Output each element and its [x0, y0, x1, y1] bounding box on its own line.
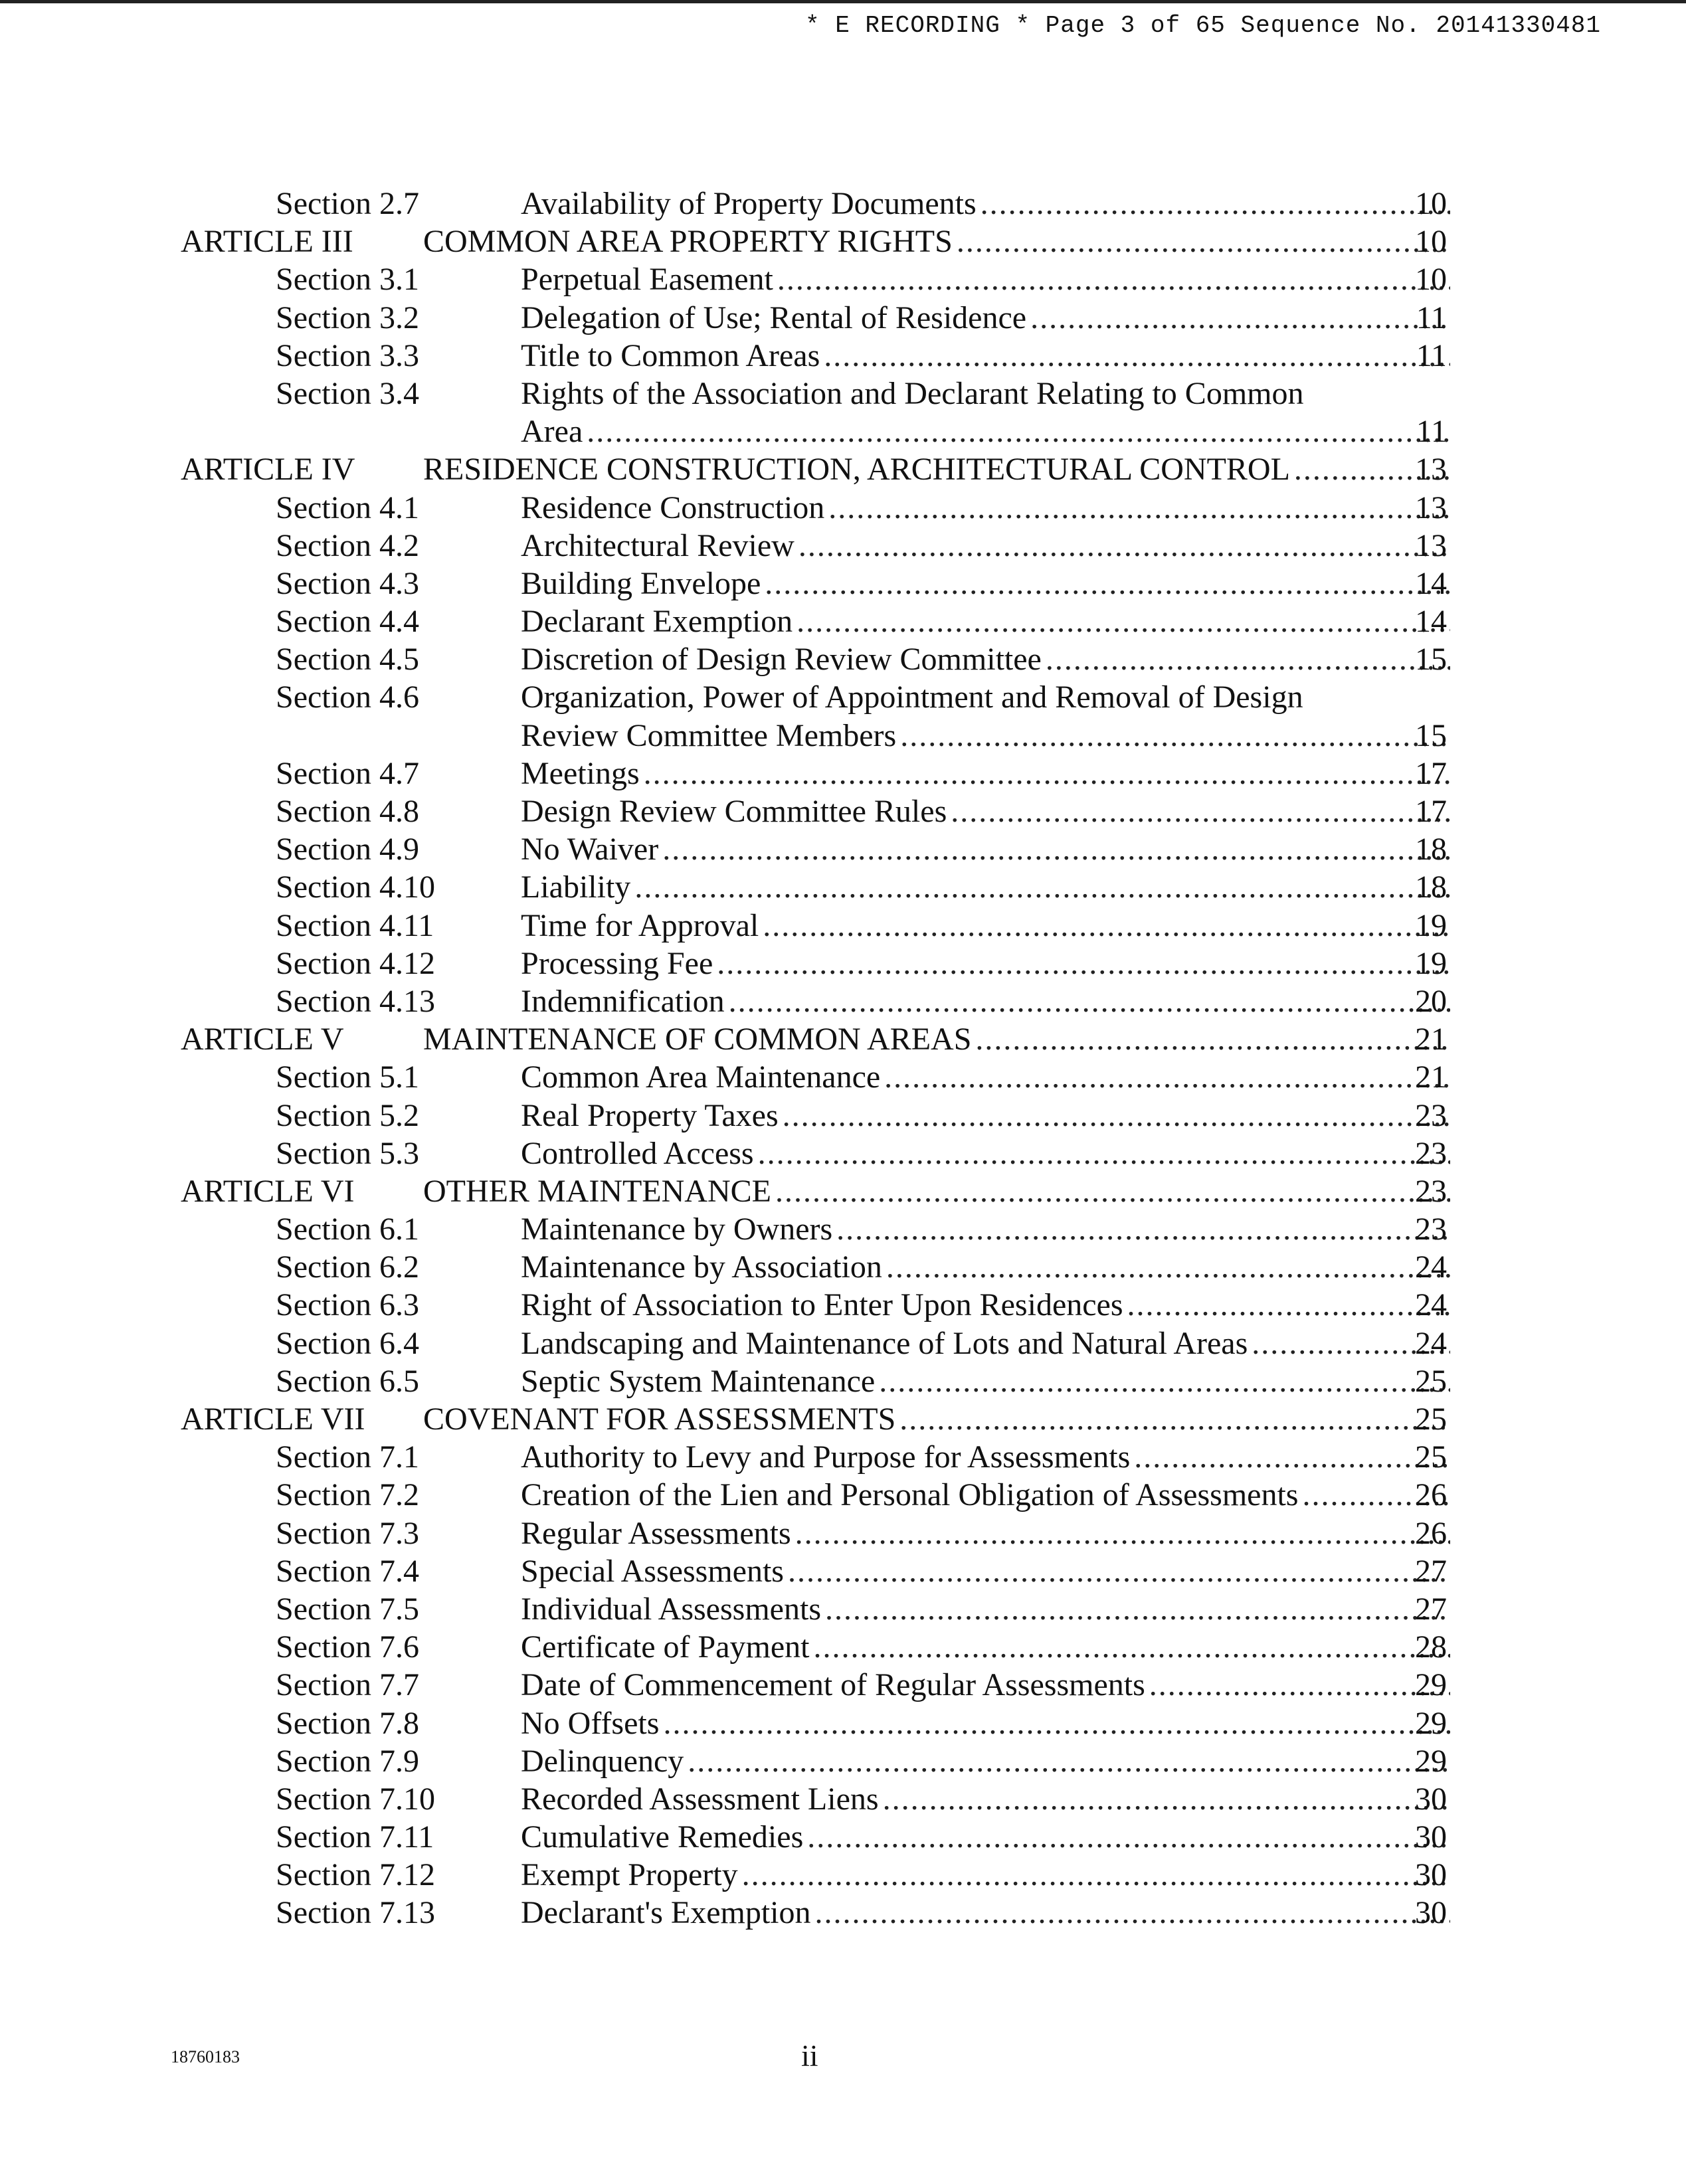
toc-section-row — [0, 565, 1686, 602]
toc-entry-title-block — [521, 907, 1450, 945]
toc-entry-title: Real Property Taxes — [521, 1097, 783, 1135]
toc-entry-title-block — [521, 1097, 1450, 1135]
toc-section-row — [0, 1628, 1686, 1666]
dot-leader — [796, 602, 1450, 640]
toc-entry-title-block — [521, 1590, 1450, 1628]
toc-section-row — [0, 1097, 1686, 1135]
toc-entry-title: Meetings — [521, 755, 644, 792]
toc-entry-page-number: 23 — [1415, 1173, 1447, 1209]
toc-entry-label: Section 3.1 — [276, 262, 419, 298]
dot-leader — [729, 982, 1450, 1020]
toc-section-row — [0, 1704, 1686, 1742]
dot-leader — [814, 1628, 1450, 1666]
toc-entry-title: Common Area Maintenance — [521, 1058, 884, 1096]
toc-section-row — [0, 1135, 1686, 1172]
toc-entry-page-number: 30 — [1415, 1781, 1447, 1817]
toc-entry-title-block — [521, 489, 1450, 527]
toc-entry-title: Authority to Levy and Purpose for Assessments — [521, 1438, 1134, 1476]
toc-entry-title-block — [423, 1020, 1450, 1058]
toc-entry-title: COMMON AREA PROPERTY RIGHTS — [423, 223, 957, 260]
toc-entry-page-number: 15 — [1415, 642, 1447, 678]
toc-section-row — [0, 1552, 1686, 1590]
toc-entry-title-block — [521, 565, 1450, 602]
toc-entry-title: No Waiver — [521, 830, 662, 868]
toc-entry-label: Section 6.4 — [276, 1325, 419, 1361]
dot-leader — [662, 830, 1450, 868]
toc-section-row — [0, 1210, 1686, 1248]
toc-entry-title-block — [521, 1704, 1450, 1742]
toc-section-row — [0, 1286, 1686, 1324]
dot-leader — [828, 489, 1450, 527]
toc-entry-page-number: 14 — [1415, 604, 1447, 640]
toc-entry-page-number: 11 — [1416, 337, 1447, 373]
toc-entry-title-block — [521, 1552, 1450, 1590]
toc-entry-page-number: 25 — [1415, 1402, 1447, 1437]
toc-entry-title-continued: Review Committee Members — [521, 717, 900, 755]
toc-entry-title: Regular Assessments — [521, 1514, 795, 1552]
toc-entry-page-number: 24 — [1415, 1249, 1447, 1285]
footer-page-number: ii — [801, 2039, 818, 2072]
toc-entry-label: Section 4.7 — [276, 755, 419, 791]
toc-entry-title-block — [521, 1248, 1450, 1286]
toc-entry-title: RESIDENCE CONSTRUCTION, ARCHITECTURAL CONTROL — [423, 450, 1294, 488]
toc-entry-title: Special Assessments — [521, 1552, 788, 1590]
toc-entry-page-number: 17 — [1415, 794, 1447, 830]
toc-entry-title-block — [521, 1856, 1450, 1894]
toc-entry-title: Title to Common Areas — [521, 337, 824, 375]
toc-entry-label: Section 5.1 — [276, 1059, 419, 1095]
toc-entry-title-block — [521, 1780, 1450, 1818]
toc-section-row — [0, 1590, 1686, 1628]
toc-entry-page-number: 24 — [1415, 1325, 1447, 1361]
toc-entry-page-number: 29 — [1415, 1667, 1447, 1703]
toc-section-row — [0, 1058, 1686, 1096]
toc-entry-page-number: 27 — [1415, 1553, 1447, 1589]
toc-entry-title: Building Envelope — [521, 565, 765, 602]
toc-entry-page-number: 30 — [1415, 1895, 1447, 1931]
toc-entry-page-number: 20 — [1415, 983, 1447, 1019]
dot-leader — [644, 755, 1450, 792]
toc-section-row — [0, 1514, 1686, 1552]
toc-article-row — [0, 1400, 1686, 1438]
toc-entry-label: Section 4.8 — [276, 794, 419, 830]
toc-entry-title: Declarant's Exemption — [521, 1894, 815, 1932]
toc-section-row — [0, 1248, 1686, 1286]
toc-entry-title-block — [521, 1135, 1450, 1172]
toc-section-row — [0, 868, 1686, 906]
toc-entry-title-block — [521, 982, 1450, 1020]
toc-entry-title-block — [521, 1324, 1450, 1362]
dot-leader — [1046, 640, 1450, 678]
toc-entry-title-block — [521, 1514, 1450, 1552]
toc-entry-page-number: 13 — [1415, 490, 1447, 525]
toc-entry-title: OTHER MAINTENANCE — [423, 1172, 775, 1210]
toc-entry-title: Controlled Access — [521, 1135, 758, 1172]
toc-entry-label: Section 7.8 — [276, 1705, 419, 1741]
toc-entry-title-block — [521, 640, 1450, 678]
toc-entry-label: Section 7.1 — [276, 1439, 419, 1475]
toc-entry-title-block — [521, 185, 1450, 223]
toc-entry-title: Recorded Assessment Liens — [521, 1780, 883, 1818]
toc-entry-title: MAINTENANCE OF COMMON AREAS — [423, 1020, 975, 1058]
toc-entry-title: Delegation of Use; Rental of Residence — [521, 299, 1030, 337]
toc-entry-title-block — [521, 1742, 1450, 1780]
toc-entry-title-block — [521, 755, 1450, 792]
toc-entry-title: Rights of the Association and Declarant Relating to Common — [521, 375, 1304, 411]
toc-entry-label: Section 5.3 — [276, 1135, 419, 1171]
toc-entry-title: Right of Association to Enter Upon Residences — [521, 1286, 1127, 1324]
toc-entry-label: Section 4.12 — [276, 945, 435, 981]
dot-leader — [587, 412, 1450, 450]
toc-entry-page-number: 10 — [1415, 262, 1447, 298]
dot-leader — [824, 337, 1450, 375]
toc-entry-title: Landscaping and Maintenance of Lots and Natural Areas — [521, 1324, 1252, 1362]
toc-entry-title: Maintenance by Owners — [521, 1210, 836, 1248]
toc-section-row — [0, 602, 1686, 640]
dot-leader — [783, 1097, 1450, 1135]
toc-entry-title-continued: Area — [521, 412, 587, 450]
dot-leader — [975, 1020, 1450, 1058]
dot-leader — [815, 1894, 1451, 1932]
toc-entry-label: Section 7.4 — [276, 1553, 419, 1589]
toc-entry-label: Section 2.7 — [276, 186, 419, 221]
toc-entry-page-number: 18 — [1415, 832, 1447, 867]
toc-entry-title: No Offsets — [521, 1704, 663, 1742]
toc-entry-title-block — [423, 223, 1450, 260]
toc-article-row — [0, 450, 1686, 488]
dot-leader — [836, 1210, 1450, 1248]
toc-entry-title: Perpetual Easement — [521, 260, 777, 298]
toc-section-row — [0, 1476, 1686, 1514]
toc-entry-page-number: 26 — [1415, 1515, 1447, 1551]
toc-entry-page-number: 23 — [1415, 1097, 1447, 1133]
toc-entry-title-block — [521, 1628, 1450, 1666]
toc-entry-title-block — [521, 337, 1450, 375]
toc-entry-title-block — [521, 602, 1450, 640]
toc-entry-label: Section 7.6 — [276, 1629, 419, 1665]
toc-entry-label: Section 7.10 — [276, 1781, 435, 1817]
toc-entry-page-number: 27 — [1415, 1591, 1447, 1627]
toc-entry-label: ARTICLE VII — [181, 1402, 365, 1437]
toc-entry-page-number: 11 — [1416, 300, 1447, 335]
toc-entry-page-number: 30 — [1415, 1819, 1447, 1855]
toc-section-row — [0, 489, 1686, 527]
dot-leader — [788, 1552, 1450, 1590]
toc-section-row — [0, 527, 1686, 565]
toc-section-row — [0, 678, 1686, 754]
toc-entry-title-block — [521, 945, 1450, 982]
dot-leader — [883, 1780, 1450, 1818]
toc-entry-page-number: 23 — [1415, 1135, 1447, 1171]
toc-entry-title-block — [521, 1058, 1450, 1096]
top-rule — [0, 0, 1686, 3]
toc-entry-title-block — [521, 1210, 1450, 1248]
toc-entry-title-block — [521, 375, 1450, 450]
dot-leader — [899, 1400, 1450, 1438]
toc-entry-page-number: 25 — [1415, 1363, 1447, 1399]
toc-entry-title-block — [521, 830, 1450, 868]
toc-entry-label: Section 4.9 — [276, 832, 419, 867]
toc-entry-label: Section 4.4 — [276, 604, 419, 640]
toc-section-row — [0, 830, 1686, 868]
toc-entry-page-number: 18 — [1415, 869, 1447, 905]
toc-entry-label: Section 6.2 — [276, 1249, 419, 1285]
toc-entry-title: Liability — [521, 868, 634, 906]
toc-entry-title-block — [521, 299, 1450, 337]
toc-entry-page-number: 21 — [1415, 1059, 1447, 1095]
toc-entry-label: Section 4.5 — [276, 642, 419, 678]
toc-entry-title: Exempt Property — [521, 1856, 742, 1894]
toc-entry-page-number: 13 — [1415, 452, 1447, 488]
toc-entry-title: Time for Approval — [521, 907, 763, 945]
toc-entry-label: Section 7.7 — [276, 1667, 419, 1703]
dot-leader — [763, 907, 1450, 945]
dot-leader — [879, 1362, 1450, 1400]
dot-leader — [884, 1058, 1450, 1096]
recording-header: * E RECORDING * Page 3 of 65 Sequence No. 20141330481 — [805, 12, 1601, 39]
toc-entry-page-number: 28 — [1415, 1629, 1447, 1665]
toc-entry-label: Section 5.2 — [276, 1097, 419, 1133]
toc-entry-title-block — [521, 260, 1450, 298]
toc-section-row — [0, 755, 1686, 792]
dot-leader — [765, 565, 1450, 602]
dot-leader — [688, 1742, 1450, 1780]
dot-leader — [663, 1704, 1450, 1742]
toc-entry-label: Section 7.12 — [276, 1857, 435, 1893]
toc-section-row — [0, 1818, 1686, 1856]
toc-entry-title: Discretion of Design Review Committee — [521, 640, 1046, 678]
toc-section-row — [0, 907, 1686, 945]
toc-entry-page-number: 24 — [1415, 1287, 1447, 1323]
toc-entry-label: Section 7.11 — [276, 1819, 434, 1855]
dot-leader — [957, 223, 1450, 260]
toc-section-row — [0, 1742, 1686, 1780]
toc-entry-page-number: 13 — [1415, 527, 1447, 563]
toc-entry-title-block — [521, 678, 1450, 754]
table-of-contents — [0, 185, 1686, 1932]
toc-entry-title: Individual Assessments — [521, 1590, 825, 1628]
toc-article-row — [0, 1020, 1686, 1058]
toc-entry-label: Section 4.10 — [276, 869, 435, 905]
toc-entry-title: Organization, Power of Appointment and Removal of Design — [521, 680, 1303, 715]
toc-entry-title: Certificate of Payment — [521, 1628, 814, 1666]
toc-entry-page-number: 29 — [1415, 1743, 1447, 1779]
dot-leader — [795, 1514, 1450, 1552]
toc-section-row — [0, 1362, 1686, 1400]
dot-leader — [717, 945, 1450, 982]
toc-entry-title: Maintenance by Association — [521, 1248, 886, 1286]
toc-entry-title-block — [521, 1818, 1450, 1856]
dot-leader — [775, 1172, 1450, 1210]
toc-entry-title-block — [521, 792, 1450, 830]
toc-entry-label: Section 4.3 — [276, 565, 419, 601]
toc-entry-page-number: 21 — [1415, 1022, 1447, 1057]
dot-leader — [981, 185, 1450, 223]
toc-entry-title: Residence Construction — [521, 489, 828, 527]
toc-entry-title-block — [521, 1894, 1450, 1932]
toc-entry-title: Delinquency — [521, 1742, 688, 1780]
toc-article-row — [0, 1172, 1686, 1210]
toc-section-row — [0, 337, 1686, 375]
toc-entry-label: Section 7.5 — [276, 1591, 419, 1627]
toc-entry-title: Architectural Review — [521, 527, 798, 565]
toc-entry-label: Section 4.11 — [276, 907, 434, 943]
toc-section-row — [0, 185, 1686, 223]
toc-section-row — [0, 375, 1686, 450]
toc-entry-label: Section 7.2 — [276, 1477, 419, 1513]
dot-leader — [798, 527, 1450, 565]
toc-entry-label: ARTICLE V — [181, 1022, 344, 1057]
toc-entry-label: Section 3.2 — [276, 300, 419, 335]
toc-entry-label: ARTICLE VI — [181, 1173, 355, 1209]
toc-article-row — [0, 223, 1686, 260]
dot-leader — [1030, 299, 1450, 337]
dot-leader — [742, 1856, 1450, 1894]
toc-entry-page-number: 30 — [1415, 1857, 1447, 1893]
toc-entry-page-number: 29 — [1415, 1705, 1447, 1741]
toc-section-row — [0, 1780, 1686, 1818]
toc-section-row — [0, 1856, 1686, 1894]
toc-entry-label: Section 7.3 — [276, 1515, 419, 1551]
toc-entry-title: Availability of Property Documents — [521, 185, 981, 223]
toc-entry-page-number: 15 — [1415, 717, 1447, 753]
toc-entry-label: ARTICLE III — [181, 224, 353, 260]
toc-section-row — [0, 1324, 1686, 1362]
toc-entry-page-number: 14 — [1415, 565, 1447, 601]
toc-entry-page-number: 17 — [1415, 755, 1447, 791]
dot-leader — [777, 260, 1450, 298]
toc-entry-label: Section 3.3 — [276, 337, 419, 373]
toc-entry-label: Section 4.1 — [276, 490, 419, 525]
toc-section-row — [0, 640, 1686, 678]
dot-leader — [758, 1135, 1450, 1172]
toc-entry-title: Processing Fee — [521, 945, 717, 982]
toc-entry-page-number: 10 — [1415, 186, 1447, 221]
toc-entry-page-number: 11 — [1416, 414, 1447, 450]
toc-section-row — [0, 299, 1686, 337]
toc-entry-title: Date of Commencement of Regular Assessments — [521, 1666, 1149, 1704]
toc-entry-label: Section 4.13 — [276, 983, 435, 1019]
toc-entry-label: Section 6.3 — [276, 1287, 419, 1323]
footer-document-id: 18760183 — [171, 2047, 240, 2066]
dot-leader — [807, 1818, 1450, 1856]
toc-entry-title-block — [521, 527, 1450, 565]
dot-leader — [825, 1590, 1450, 1628]
toc-section-row — [0, 260, 1686, 298]
toc-entry-title: Declarant Exemption — [521, 602, 796, 640]
toc-entry-label: Section 7.13 — [276, 1895, 435, 1931]
toc-entry-label: Section 3.4 — [276, 375, 419, 411]
toc-entry-page-number: 23 — [1415, 1212, 1447, 1247]
toc-entry-title: Cumulative Remedies — [521, 1818, 807, 1856]
toc-entry-title: Creation of the Lien and Personal Obligation of Assessments — [521, 1476, 1302, 1514]
toc-entry-label: Section 4.6 — [276, 680, 419, 715]
toc-entry-page-number: 19 — [1415, 907, 1447, 943]
toc-section-row — [0, 1438, 1686, 1476]
toc-entry-label: Section 6.1 — [276, 1212, 419, 1247]
toc-entry-page-number: 25 — [1415, 1439, 1447, 1475]
toc-entry-title-block — [521, 868, 1450, 906]
toc-entry-label: Section 4.2 — [276, 527, 419, 563]
toc-section-row — [0, 792, 1686, 830]
toc-entry-title-block — [521, 1286, 1450, 1324]
toc-entry-title-block — [423, 1400, 1450, 1438]
toc-entry-page-number: 26 — [1415, 1477, 1447, 1513]
dot-leader — [634, 868, 1450, 906]
toc-entry-title: COVENANT FOR ASSESSMENTS — [423, 1400, 899, 1438]
toc-section-row — [0, 1666, 1686, 1704]
toc-entry-title-block — [521, 1362, 1450, 1400]
toc-entry-title-block — [521, 1666, 1450, 1704]
dot-leader — [900, 717, 1450, 755]
toc-entry-title-block — [521, 1438, 1450, 1476]
toc-entry-title: Design Review Committee Rules — [521, 792, 951, 830]
toc-entry-page-number: 19 — [1415, 945, 1447, 981]
dot-leader — [951, 792, 1450, 830]
dot-leader — [886, 1248, 1450, 1286]
toc-entry-label: ARTICLE IV — [181, 452, 355, 488]
toc-entry-page-number: 10 — [1415, 224, 1447, 260]
toc-entry-title-block — [423, 1172, 1450, 1210]
toc-entry-title: Septic System Maintenance — [521, 1362, 879, 1400]
toc-section-row — [0, 1894, 1686, 1932]
toc-section-row — [0, 945, 1686, 982]
toc-entry-label: Section 6.5 — [276, 1363, 419, 1399]
toc-entry-title-block — [521, 1476, 1450, 1514]
toc-section-row — [0, 982, 1686, 1020]
toc-entry-title: Indemnification — [521, 982, 729, 1020]
toc-entry-label: Section 7.9 — [276, 1743, 419, 1779]
toc-entry-title-block — [423, 450, 1450, 488]
